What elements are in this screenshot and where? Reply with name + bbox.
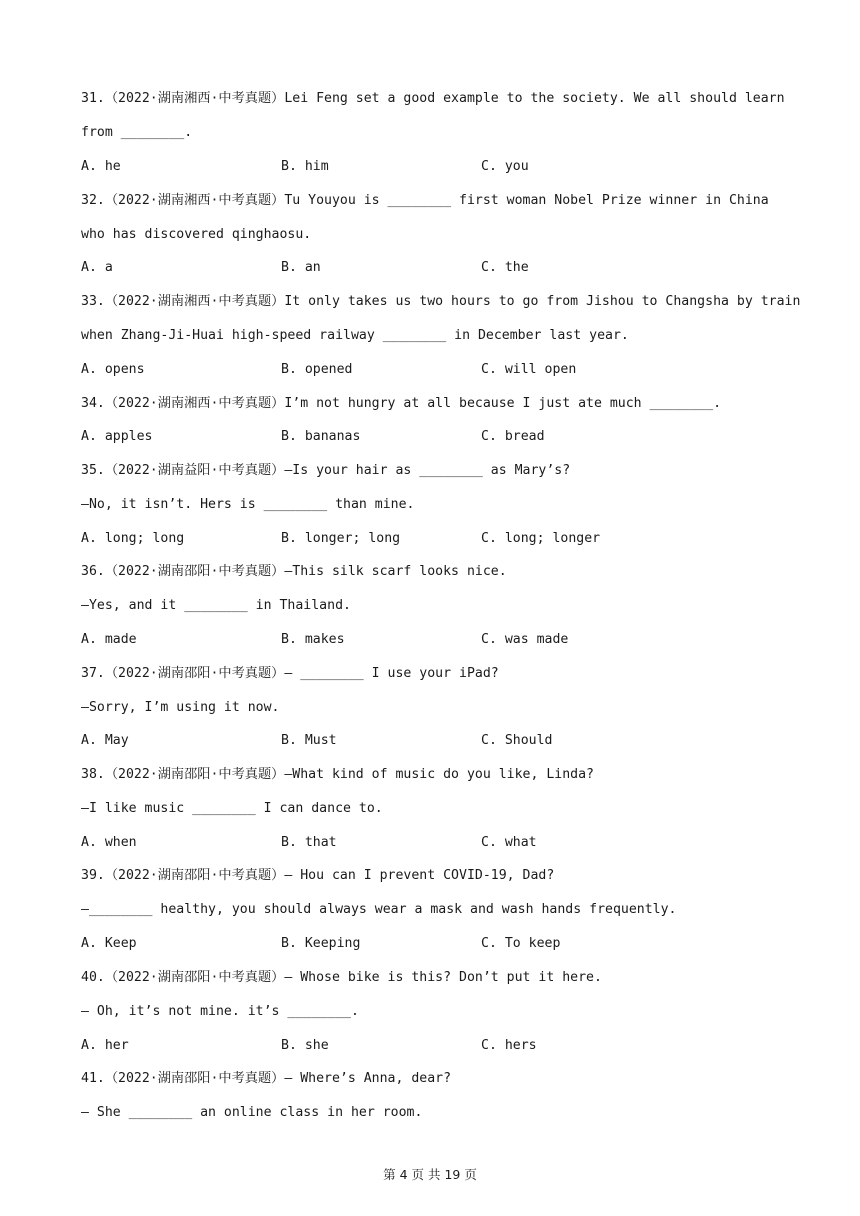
question-35-line-2: —No, it isn’t. Hers is ________ than mine. bbox=[81, 497, 415, 512]
question-39-line-2: —________ healthy, you should always wear a mask and wash hands frequently. bbox=[81, 902, 677, 917]
question-33-line-1: 33.（2022·湖南湘西·中考真题）It only takes us two hours to go from Jishou to Changsha by train bbox=[81, 294, 801, 309]
option-b: B. bananas bbox=[281, 429, 361, 444]
option-b: B. opened bbox=[281, 362, 353, 377]
option-a: A. a bbox=[81, 260, 113, 275]
question-41-line-2: — She ________ an online class in her room. bbox=[81, 1105, 423, 1120]
question-36-line-1: 36.（2022·湖南邵阳·中考真题）—This silk scarf looks nice. bbox=[81, 564, 507, 579]
option-c: C. hers bbox=[481, 1038, 537, 1053]
option-b: B. makes bbox=[281, 632, 345, 647]
question-36-line-2: —Yes, and it ________ in Thailand. bbox=[81, 598, 351, 613]
option-a: A. made bbox=[81, 632, 137, 647]
question-35-line-1: 35.（2022·湖南益阳·中考真题）—Is your hair as ________ as Mary’s? bbox=[81, 463, 571, 478]
option-c: C. long; longer bbox=[481, 531, 601, 546]
option-a: A. May bbox=[81, 733, 129, 748]
option-c: C. the bbox=[481, 260, 529, 275]
page-footer: 第 4 页 共 19 页 bbox=[383, 1167, 477, 1182]
question-32-line-1: 32.（2022·湖南湘西·中考真题）Tu Youyou is ________ first woman Nobel Prize winner in China bbox=[81, 193, 769, 208]
option-b: B. that bbox=[281, 835, 337, 850]
question-37-line-2: —Sorry, I’m using it now. bbox=[81, 700, 280, 715]
question-40-line-2: — Oh, it’s not mine. it’s ________. bbox=[81, 1004, 359, 1019]
question-31-line-1: 31.（2022·湖南湘西·中考真题）Lei Feng set a good example to the society. We all should learn bbox=[81, 91, 785, 106]
option-a: A. long; long bbox=[81, 531, 185, 546]
option-b: B. longer; long bbox=[281, 531, 401, 546]
option-c: C. To keep bbox=[481, 936, 561, 951]
question-38-line-1: 38.（2022·湖南邵阳·中考真题）—What kind of music do you like, Linda? bbox=[81, 767, 594, 782]
option-b: B. him bbox=[281, 159, 329, 174]
option-a: A. opens bbox=[81, 362, 145, 377]
option-a: A. he bbox=[81, 159, 121, 174]
question-33-line-2: when Zhang-Ji-Huai high-speed railway ________ in December last year. bbox=[81, 328, 629, 343]
option-c: C. was made bbox=[481, 632, 569, 647]
option-b: B. Must bbox=[281, 733, 337, 748]
question-39-line-1: 39.（2022·湖南邵阳·中考真题）— Hou can I prevent COVID-19, Dad? bbox=[81, 868, 555, 883]
question-41-line-1: 41.（2022·湖南邵阳·中考真题）— Where’s Anna, dear? bbox=[81, 1071, 452, 1086]
option-a: A. Keep bbox=[81, 936, 137, 951]
option-c: C. will open bbox=[481, 362, 577, 377]
question-40-line-1: 40.（2022·湖南邵阳·中考真题）— Whose bike is this? Don’t put it here. bbox=[81, 970, 602, 985]
question-34-line-1: 34.（2022·湖南湘西·中考真题）I’m not hungry at all because I just ate much ________. bbox=[81, 396, 722, 411]
question-38-line-2: —I like music ________ I can dance to. bbox=[81, 801, 383, 816]
option-c: C. what bbox=[481, 835, 537, 850]
option-b: B. she bbox=[281, 1038, 329, 1053]
question-32-line-2: who has discovered qinghaosu. bbox=[81, 227, 312, 242]
option-c: C. bread bbox=[481, 429, 545, 444]
option-a: A. when bbox=[81, 835, 137, 850]
question-31-line-2: from ________. bbox=[81, 125, 193, 140]
question-37-line-1: 37.（2022·湖南邵阳·中考真题）— ________ I use your iPad? bbox=[81, 666, 499, 681]
option-a: A. apples bbox=[81, 429, 153, 444]
option-c: C. you bbox=[481, 159, 529, 174]
option-b: B. an bbox=[281, 260, 321, 275]
option-a: A. her bbox=[81, 1038, 129, 1053]
option-c: C. Should bbox=[481, 733, 553, 748]
option-b: B. Keeping bbox=[281, 936, 361, 951]
